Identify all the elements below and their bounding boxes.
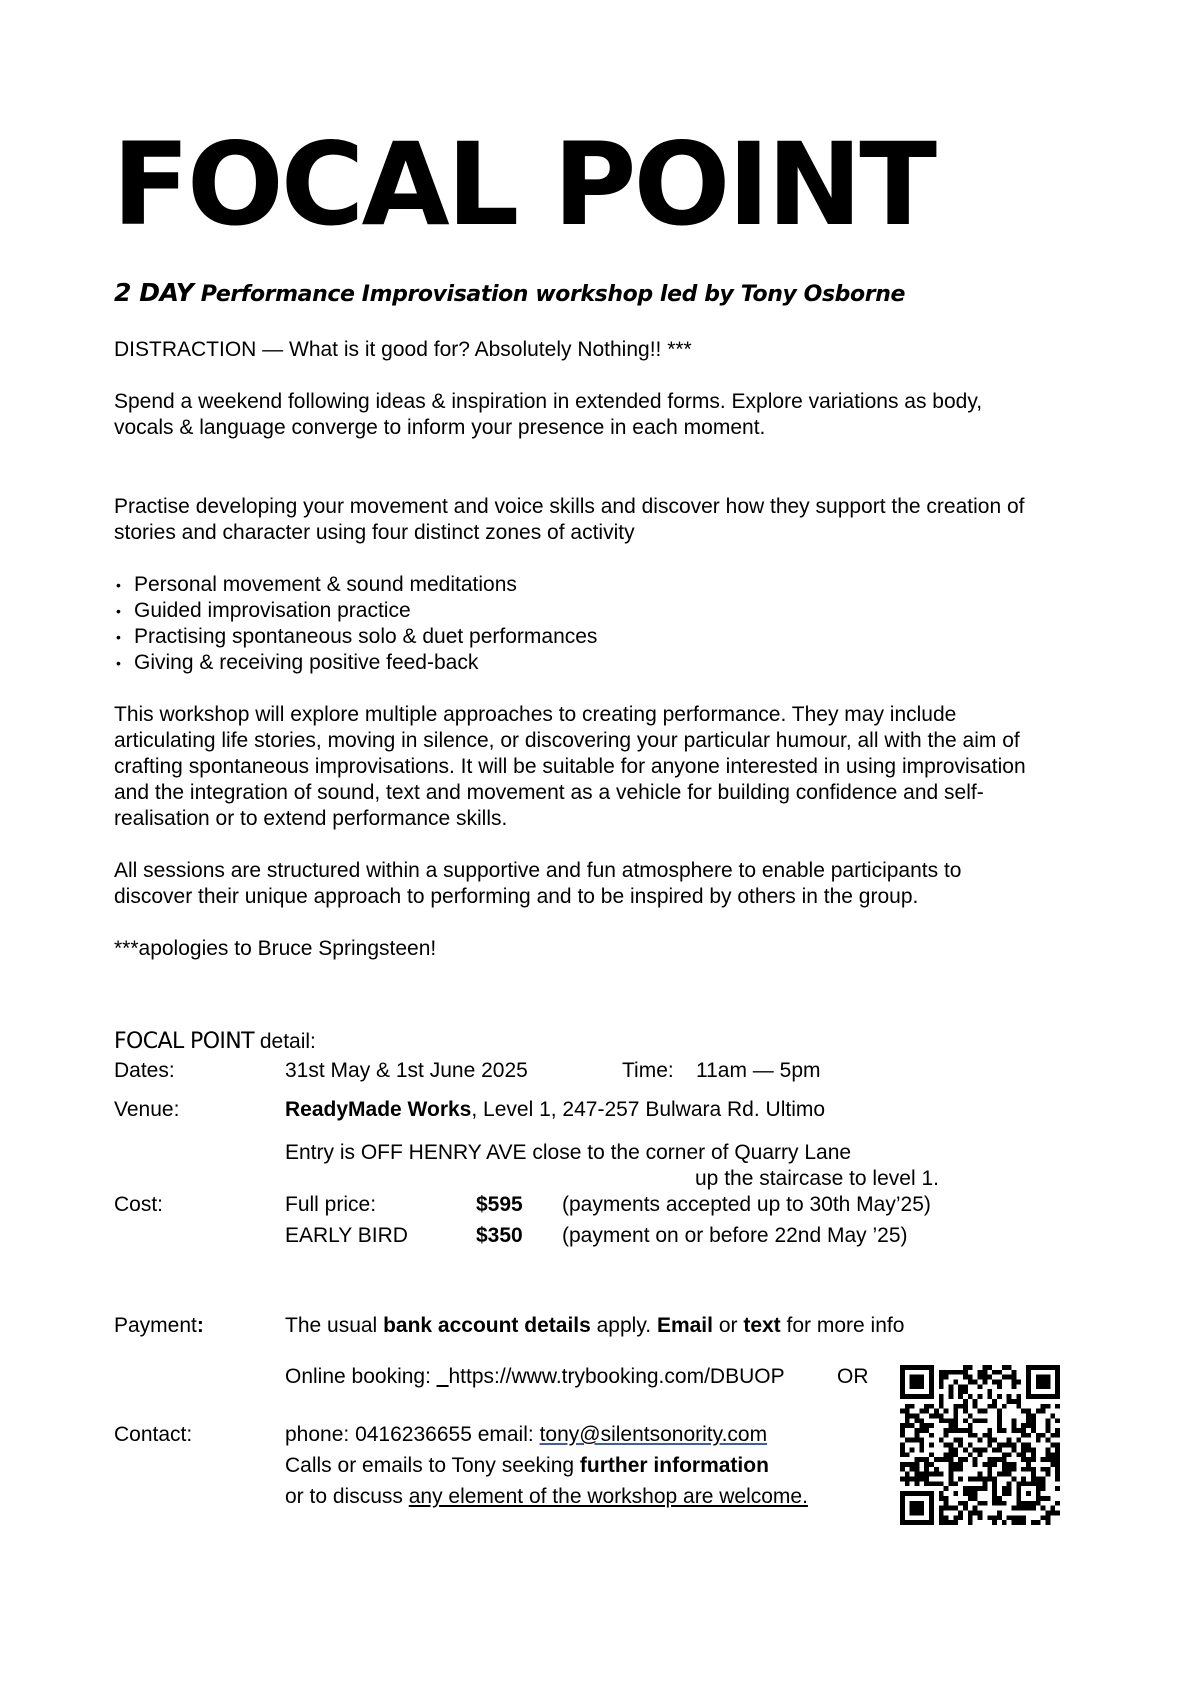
payment-bank-details: bank account details — [383, 1314, 591, 1337]
time-label: Time: — [622, 1059, 674, 1082]
payment-text-part: apply. — [590, 1314, 657, 1337]
workshop-line-1: This workshop will explore multiple approaches to creating performance. They may include — [114, 703, 957, 726]
intro-line-1: Spend a weekend following ideas & inspiration in extended forms. Explore variations as body, — [114, 390, 983, 413]
payment-email-word: Email — [656, 1314, 713, 1337]
list-item: • Personal movement & sound meditations — [114, 572, 597, 598]
phone-label: phone: — [285, 1423, 356, 1446]
page-title: FOCAL POINT — [112, 118, 935, 251]
full-price-label: Full price: — [285, 1193, 377, 1216]
email-label: email: — [471, 1423, 540, 1446]
email-link[interactable]: tony@silentsonority.com — [539, 1423, 768, 1446]
subtitle-rest: Performance Improvisation workshop led by Tony Osborne — [193, 282, 905, 307]
payment-text-word: text — [743, 1314, 781, 1337]
workshop-line-2: articulating life stories, moving in silence, or discovering your particular humour, all with the aim of — [114, 729, 1020, 752]
intro-line-2: vocals & language converge to inform your presence in each moment. — [114, 416, 766, 439]
subtitle-lead: 2 DAY — [114, 278, 194, 307]
early-bird-label: EARLY BIRD — [285, 1224, 408, 1247]
payment-label-colon: : — [196, 1314, 204, 1337]
detail-heading — [114, 1029, 316, 1055]
calls-line — [285, 1453, 769, 1479]
booking-or: OR — [837, 1365, 869, 1388]
workshop-line-3: crafting spontaneous improvisations. It will be suitable for anyone interested in using improvisation — [114, 755, 1026, 778]
booking-url[interactable]: https://www.trybooking.com/DBUOP — [448, 1365, 785, 1388]
calls-further-info: further information — [579, 1454, 769, 1477]
early-bird-price: $350 — [476, 1224, 523, 1247]
sessions-line-1: All sessions are structured within a supportive and fun atmosphere to enable participants to — [114, 859, 962, 882]
discuss-underlined: any element of the workshop are welcome. — [408, 1485, 808, 1508]
dates-value: 31st May & 1st June 2025 — [285, 1059, 528, 1082]
payment-text-part: The usual — [285, 1314, 384, 1337]
cost-label: Cost: — [114, 1193, 164, 1216]
booking-label: Online booking: — [285, 1365, 437, 1388]
list-item: • Guided improvisation practice — [114, 598, 597, 624]
workshop-line-5: realisation or to extend performance skills. — [114, 807, 508, 830]
entry-line-1: Entry is OFF HENRY AVE close to the corner of Quarry Lane — [285, 1141, 852, 1164]
payment-text — [285, 1313, 904, 1339]
entry-line-2: up the staircase to level 1. — [695, 1167, 939, 1190]
payment-text-part: or — [712, 1314, 744, 1337]
payment-label — [114, 1313, 204, 1339]
venue-address: , Level 1, 247-257 Bulwara Rd. Ultimo — [471, 1098, 826, 1121]
sessions-line-2: discover their unique approach to performing and to be inspired by others in the group. — [114, 885, 919, 908]
phone-value: 0416236655 — [355, 1423, 472, 1446]
activity-list — [114, 572, 597, 676]
practise-line-1: Practise developing your movement and voice skills and discover how they support the creation of — [114, 495, 1025, 518]
payment-label-text: Payment — [114, 1314, 197, 1337]
time-value: 11am — 5pm — [696, 1059, 821, 1082]
early-bird-note: (payment on or before 22nd May ’25) — [562, 1224, 908, 1247]
contact-label: Contact: — [114, 1423, 193, 1446]
booking-underscore: _ — [436, 1365, 449, 1388]
workshop-line-4: and the integration of sound, text and movement as a vehicle for building confidence and self- — [114, 781, 984, 804]
qr-code-icon[interactable] — [900, 1365, 1060, 1525]
list-item: • Giving & receiving positive feed-back — [114, 650, 597, 676]
footnote: ***apologies to Bruce Springsteen! — [114, 937, 437, 960]
venue-name: ReadyMade Works — [285, 1098, 472, 1121]
contact-line — [285, 1422, 767, 1448]
practise-line-2: stories and character using four distinct zones of activity — [114, 521, 635, 544]
discuss-text: or to discuss — [285, 1485, 409, 1508]
distraction-line: DISTRACTION — What is it good for? Absolutely Nothing!! *** — [114, 338, 692, 361]
online-booking — [285, 1364, 785, 1390]
venue-value — [285, 1097, 825, 1123]
subtitle — [114, 278, 905, 307]
venue-label: Venue: — [114, 1098, 180, 1121]
full-price-note: (payments accepted up to 30th May’25) — [562, 1193, 931, 1216]
detail-heading-suffix: detail: — [254, 1030, 316, 1053]
dates-label: Dates: — [114, 1059, 175, 1082]
payment-text-part: for more info — [780, 1314, 905, 1337]
list-item: • Practising spontaneous solo & duet performances — [114, 624, 597, 650]
discuss-line — [285, 1484, 808, 1510]
full-price-value: $595 — [476, 1193, 523, 1216]
detail-heading-name: FOCAL POINT — [114, 1029, 254, 1054]
calls-text: Calls or emails to Tony seeking — [285, 1454, 580, 1477]
